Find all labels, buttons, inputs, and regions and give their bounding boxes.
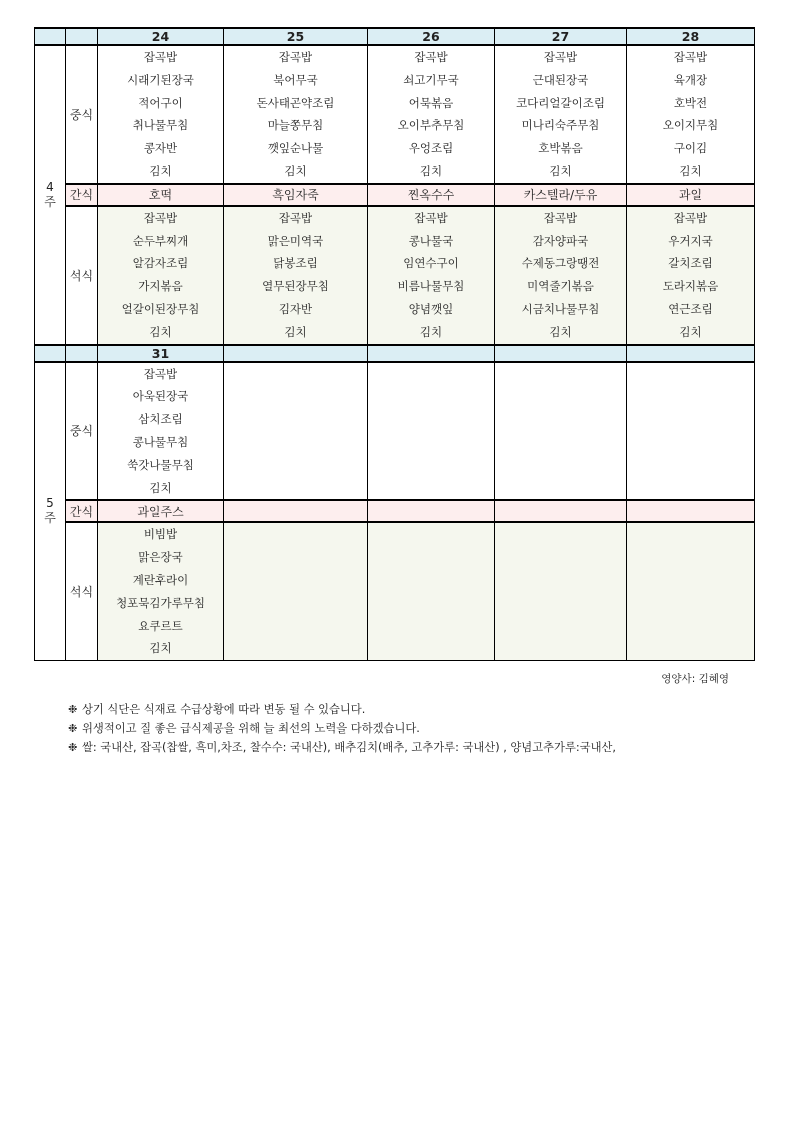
dinner-cell — [98, 522, 224, 660]
menu-item: 어묵볶음 — [408, 95, 454, 110]
week-label — [35, 45, 66, 345]
menu-item: 잡곡밥 — [543, 210, 578, 225]
menu-item: 갈치조림 — [668, 256, 713, 271]
snack-label: 간식 — [66, 184, 98, 206]
menu-item: 순두부찌개 — [132, 233, 189, 248]
notes-section — [68, 700, 616, 757]
dinner-cell — [224, 522, 368, 660]
lunch-cell — [495, 362, 627, 501]
dinner-row — [35, 522, 755, 660]
menu-item: 코다리얼갈이조림 — [516, 95, 605, 110]
menu-item: 가지볶음 — [138, 279, 183, 294]
menu-item: 잡곡밥 — [143, 50, 178, 64]
menu-item: 임연수구이 — [403, 256, 459, 271]
snack-cell — [495, 500, 627, 522]
dietitian-signature: 영양사: 김혜영 — [661, 673, 729, 685]
menu-item: 아욱된장국 — [132, 389, 189, 404]
menu-item: 김자반 — [278, 301, 313, 316]
menu-item: 호박볶음 — [538, 141, 583, 156]
menu-item: 김치 — [149, 480, 172, 495]
lunch-cell — [224, 362, 368, 501]
menu-item: 도라지볶음 — [662, 279, 719, 294]
menu-item: 깻잎순나물 — [267, 141, 324, 156]
dinner-row — [35, 206, 755, 345]
meal-menu-table — [34, 27, 755, 661]
menu-item: 시금치나물무침 — [521, 301, 600, 316]
note-1: ❉ 상기 식단은 식재료 수급상황에 따라 변동 될 수 있습니다. — [68, 700, 616, 719]
menu-item: 콩나물무침 — [132, 434, 189, 449]
snack-cell: 흑임자죽 — [224, 184, 368, 206]
menu-item: 감자양파국 — [532, 233, 589, 248]
menu-item: 비름나물무침 — [397, 279, 465, 294]
header-blank-cell — [66, 28, 98, 45]
snack-cell: 호떡 — [98, 184, 224, 206]
menu-item: 잡곡밥 — [278, 210, 313, 225]
menu-item: 구이김 — [673, 141, 708, 156]
date-cell — [495, 345, 627, 362]
menu-item: 김치 — [284, 324, 307, 339]
menu-item: 돈사태곤약조림 — [256, 95, 335, 110]
week-suffix: 주 — [44, 511, 56, 526]
menu-item: 마늘쫑무침 — [267, 118, 324, 133]
note-bullet-icon: ❉ — [68, 703, 78, 716]
date-cell: 31 — [98, 345, 224, 362]
menu-item: 김치 — [679, 324, 702, 339]
snack-cell — [224, 500, 368, 522]
menu-item: 잡곡밥 — [414, 50, 448, 64]
note-bullet-icon: ❉ — [68, 741, 78, 754]
menu-item: 삼치조림 — [138, 412, 183, 427]
dinner-cell — [495, 522, 627, 660]
snack-cell — [368, 500, 495, 522]
menu-item: 콩자반 — [143, 141, 178, 156]
menu-item: 비빔밥 — [143, 527, 178, 542]
lunch-cell — [627, 45, 755, 184]
menu-item: 김치 — [149, 641, 172, 656]
note-2: ❉ 위생적이고 질 좋은 급식제공을 위해 늘 최선의 노력을 다하겠습니다. — [68, 719, 616, 738]
lunch-label: 중식 — [66, 45, 98, 184]
header-blank-cell — [35, 345, 66, 362]
note-3: ❉ 쌀: 국내산, 잡곡(찹쌀, 흑미,차조, 찰수수: 국내산), 배추김치(배추, 고추가루: 국내산) , 양념고추가루:국내산, — [68, 738, 616, 757]
menu-item: 잡곡밥 — [143, 210, 178, 225]
snack-label: 간식 — [66, 500, 98, 522]
menu-item: 잡곡밥 — [143, 366, 178, 381]
date-header-row — [35, 28, 755, 45]
menu-item: 오이지무침 — [662, 118, 719, 133]
menu-item: 김치 — [419, 163, 443, 178]
menu-item: 열무된장무침 — [262, 279, 329, 294]
header-blank-cell — [66, 345, 98, 362]
header-blank-cell — [35, 28, 66, 45]
menu-item: 미역줄기볶음 — [527, 279, 594, 294]
menu-item: 취나물무침 — [132, 118, 189, 133]
lunch-row — [35, 45, 755, 184]
snack-cell: 과일 — [627, 184, 755, 206]
menu-item: 맑은미역국 — [267, 233, 324, 248]
dinner-label: 석식 — [66, 522, 98, 660]
date-cell — [224, 345, 368, 362]
date-cell: 25 — [224, 28, 368, 45]
dinner-cell — [224, 206, 368, 345]
menu-item: 계란후라이 — [132, 572, 189, 587]
menu-item: 우거지국 — [668, 233, 713, 248]
week-label — [35, 362, 66, 661]
lunch-cell — [368, 45, 495, 184]
date-cell — [627, 345, 755, 362]
note-bullet-icon: ❉ — [68, 722, 78, 735]
snack-row — [35, 500, 755, 522]
snack-cell: 과일주스 — [98, 500, 224, 522]
dinner-cell — [627, 522, 755, 660]
menu-item: 김치 — [549, 163, 572, 178]
week-number: 5 — [46, 496, 54, 511]
menu-item: 맑은장국 — [138, 550, 183, 565]
menu-item: 김치 — [149, 163, 172, 178]
dinner-label: 석식 — [66, 206, 98, 345]
menu-item: 김치 — [549, 324, 572, 339]
menu-item: 근대된장국 — [532, 72, 589, 87]
menu-item: 김치 — [284, 163, 307, 178]
date-cell: 27 — [495, 28, 627, 45]
lunch-cell — [368, 362, 495, 501]
lunch-cell — [627, 362, 755, 501]
menu-item: 양념깻잎 — [408, 301, 454, 316]
dinner-cell — [495, 206, 627, 345]
lunch-row — [35, 362, 755, 501]
snack-row — [35, 184, 755, 206]
dinner-cell — [98, 206, 224, 345]
date-cell: 28 — [627, 28, 755, 45]
date-cell: 26 — [368, 28, 495, 45]
lunch-cell — [224, 45, 368, 184]
week-suffix: 주 — [44, 194, 56, 209]
menu-item: 요쿠르트 — [138, 618, 183, 633]
menu-item: 우엉조림 — [408, 141, 454, 156]
lunch-cell — [495, 45, 627, 184]
menu-item: 수제동그랑땡전 — [521, 256, 600, 271]
menu-item: 육개장 — [673, 72, 708, 87]
menu-item: 김치 — [679, 163, 702, 178]
menu-item: 잡곡밥 — [543, 50, 578, 64]
menu-item: 알감자조림 — [132, 256, 189, 271]
menu-item: 오이부추무침 — [397, 118, 465, 133]
menu-item: 잡곡밥 — [673, 50, 708, 64]
lunch-label: 중식 — [66, 362, 98, 501]
menu-item: 잡곡밥 — [278, 50, 313, 64]
menu-item: 닭봉조림 — [273, 256, 318, 271]
menu-item: 시래기된장국 — [127, 72, 194, 87]
snack-cell — [627, 500, 755, 522]
lunch-cell — [98, 362, 224, 501]
menu-item: 잡곡밥 — [673, 210, 708, 225]
menu-item: 연근조림 — [668, 301, 713, 316]
lunch-cell — [98, 45, 224, 184]
dinner-cell — [368, 522, 495, 660]
snack-cell: 찐옥수수 — [368, 184, 495, 206]
menu-item: 김치 — [419, 324, 443, 339]
dinner-cell — [368, 206, 495, 345]
menu-item: 얼갈이된장무침 — [121, 301, 200, 316]
date-cell: 24 — [98, 28, 224, 45]
menu-item: 쇠고기무국 — [403, 72, 459, 87]
menu-item: 김치 — [149, 324, 172, 339]
date-header-row — [35, 345, 755, 362]
menu-item: 청포묵김가루무침 — [116, 595, 205, 610]
date-cell — [368, 345, 495, 362]
snack-cell: 카스텔라/두유 — [495, 184, 627, 206]
menu-item: 콩나물국 — [408, 233, 454, 248]
menu-item: 미나리숙주무침 — [521, 118, 600, 133]
menu-item: 쑥갓나물무침 — [127, 457, 194, 472]
dinner-cell — [627, 206, 755, 345]
menu-item: 적어구이 — [138, 95, 183, 110]
menu-item: 북어무국 — [273, 72, 318, 87]
week-number: 4 — [46, 179, 54, 194]
menu-item: 잡곡밥 — [414, 210, 448, 225]
menu-item: 호박전 — [673, 95, 708, 110]
